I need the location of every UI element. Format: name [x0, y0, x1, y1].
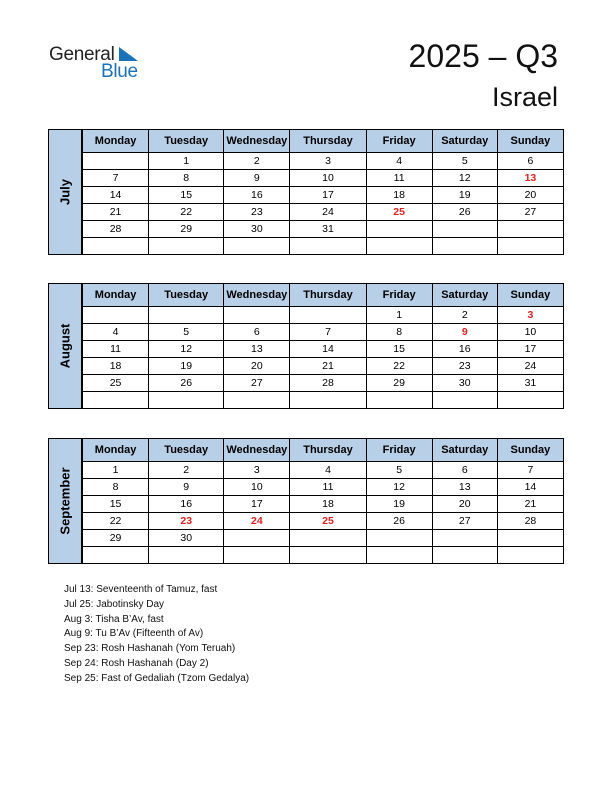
day-cell: 7: [290, 324, 366, 341]
week-row: [83, 358, 564, 375]
day-cell: 27: [432, 513, 497, 530]
day-cell: 18: [366, 187, 432, 204]
week-row: [83, 307, 564, 324]
day-cell: 17: [224, 496, 290, 513]
day-cell: [497, 392, 563, 409]
day-cell: 22: [83, 513, 149, 530]
day-cell: 13: [224, 341, 290, 358]
weekday-header: Saturday: [432, 439, 497, 462]
day-cell: 30: [224, 221, 290, 238]
day-cell: 21: [290, 358, 366, 375]
day-cell: 17: [290, 187, 366, 204]
day-cell: 30: [149, 530, 224, 547]
day-cell: 2: [149, 462, 224, 479]
day-cell: 31: [497, 375, 563, 392]
day-cell: 24: [497, 358, 563, 375]
day-cell: 20: [497, 187, 563, 204]
day-cell: 15: [366, 341, 432, 358]
day-cell: [497, 547, 563, 564]
day-cell: 14: [290, 341, 366, 358]
week-row: [83, 324, 564, 341]
day-cell: [83, 547, 149, 564]
day-cell: 29: [83, 530, 149, 547]
month-label: [48, 438, 82, 564]
weekday-header: Tuesday: [149, 130, 224, 153]
calendar-table: [82, 283, 564, 409]
day-cell: [290, 307, 366, 324]
day-cell: 25: [290, 513, 366, 530]
holiday-note: Jul 13: Seventeenth of Tamuz, fast: [64, 584, 218, 595]
day-cell: [497, 238, 563, 255]
holiday-note: Aug 3: Tisha B’Av, fast: [64, 613, 164, 625]
day-cell: 5: [432, 153, 497, 170]
country-name: Israel: [491, 82, 558, 112]
day-cell: 2: [432, 307, 497, 324]
day-cell: 19: [149, 358, 224, 375]
day-cell: [83, 307, 149, 324]
day-cell: [432, 221, 497, 238]
day-cell: 23: [432, 358, 497, 375]
day-cell: 2: [224, 153, 290, 170]
day-cell: [432, 238, 497, 255]
day-cell: 14: [497, 479, 563, 496]
day-cell: 28: [83, 221, 149, 238]
week-row: [83, 547, 564, 564]
day-cell: 14: [83, 187, 149, 204]
weekday-header: Thursday: [290, 439, 366, 462]
day-cell: 13: [432, 479, 497, 496]
day-cell: [290, 547, 366, 564]
day-cell: 3: [224, 462, 290, 479]
day-cell: 8: [149, 170, 224, 187]
day-cell: [432, 392, 497, 409]
day-cell: 19: [432, 187, 497, 204]
day-cell: 29: [366, 375, 432, 392]
day-cell: 10: [224, 479, 290, 496]
weekday-header: Wednesday: [224, 439, 290, 462]
logo-word-blue: Blue: [101, 61, 138, 82]
weekday-header: Monday: [83, 284, 149, 307]
week-row: [83, 341, 564, 358]
day-cell: 6: [432, 462, 497, 479]
day-cell: 7: [497, 462, 563, 479]
weekday-header: Thursday: [290, 284, 366, 307]
day-cell: [290, 530, 366, 547]
weekday-header: Thursday: [290, 130, 366, 153]
day-cell: 8: [83, 479, 149, 496]
day-cell: [497, 530, 563, 547]
day-cell: [224, 307, 290, 324]
day-cell: 28: [497, 513, 563, 530]
week-row: [83, 462, 564, 479]
week-row: [83, 221, 564, 238]
month-name: September: [57, 467, 73, 535]
day-cell: 11: [290, 479, 366, 496]
day-cell: [149, 307, 224, 324]
day-cell: 3: [290, 153, 366, 170]
week-row: [83, 204, 564, 221]
day-cell: [149, 238, 224, 255]
day-cell: 16: [224, 187, 290, 204]
day-cell: [290, 392, 366, 409]
month-name: August: [57, 323, 73, 369]
day-cell: 27: [224, 375, 290, 392]
week-row: [83, 496, 564, 513]
weekday-header: Wednesday: [224, 130, 290, 153]
day-cell: 15: [83, 496, 149, 513]
holiday-note: Sep 23: Rosh Hashanah (Yom Teruah): [64, 643, 236, 655]
day-cell: 12: [432, 170, 497, 187]
week-row: [83, 530, 564, 547]
weekday-header: Monday: [83, 130, 149, 153]
day-cell: 6: [224, 324, 290, 341]
holiday-note: Sep 24: Rosh Hashanah (Day 2): [64, 657, 209, 669]
day-cell: 22: [149, 204, 224, 221]
day-cell: 20: [224, 358, 290, 375]
day-cell: 4: [83, 324, 149, 341]
month-name: July: [57, 178, 73, 206]
day-cell: 27: [497, 204, 563, 221]
day-cell: 3: [497, 307, 563, 324]
weekday-header: Friday: [366, 439, 432, 462]
week-row: [83, 153, 564, 170]
holiday-note: Aug 9: Tu B’Av (Fifteenth of Av): [64, 628, 204, 640]
day-cell: 4: [290, 462, 366, 479]
weekday-header: Tuesday: [149, 439, 224, 462]
day-cell: 30: [432, 375, 497, 392]
page-title: 2025 – Q3: [408, 38, 558, 74]
week-row: [83, 513, 564, 530]
day-cell: [366, 238, 432, 255]
day-cell: 12: [149, 341, 224, 358]
day-cell: 26: [149, 375, 224, 392]
day-cell: 23: [149, 513, 224, 530]
calendar-table: [82, 438, 564, 564]
weekday-header: Friday: [366, 284, 432, 307]
day-cell: 4: [366, 153, 432, 170]
week-row: [83, 392, 564, 409]
month-label: [48, 283, 82, 409]
weekday-header: Tuesday: [149, 284, 224, 307]
day-cell: 18: [83, 358, 149, 375]
day-cell: [224, 392, 290, 409]
day-cell: [366, 530, 432, 547]
day-cell: 25: [366, 204, 432, 221]
day-cell: 9: [149, 479, 224, 496]
day-cell: [224, 547, 290, 564]
weekday-header: Sunday: [497, 130, 563, 153]
day-cell: [366, 392, 432, 409]
day-cell: 10: [290, 170, 366, 187]
day-cell: 21: [83, 204, 149, 221]
week-row: [83, 479, 564, 496]
day-cell: [83, 392, 149, 409]
day-cell: 29: [149, 221, 224, 238]
day-cell: 19: [366, 496, 432, 513]
day-cell: 5: [149, 324, 224, 341]
week-row: [83, 238, 564, 255]
weekday-header: Saturday: [432, 130, 497, 153]
day-cell: [83, 153, 149, 170]
day-cell: [290, 238, 366, 255]
week-row: [83, 187, 564, 204]
day-cell: 20: [432, 496, 497, 513]
day-cell: 1: [83, 462, 149, 479]
day-cell: 26: [432, 204, 497, 221]
day-cell: 13: [497, 170, 563, 187]
day-cell: [366, 547, 432, 564]
day-cell: 16: [149, 496, 224, 513]
day-cell: 24: [290, 204, 366, 221]
holiday-notes: [64, 583, 249, 687]
day-cell: 15: [149, 187, 224, 204]
weekday-header: Sunday: [497, 439, 563, 462]
day-cell: 11: [366, 170, 432, 187]
day-cell: 8: [366, 324, 432, 341]
day-cell: 24: [224, 513, 290, 530]
day-cell: [432, 530, 497, 547]
day-cell: 17: [497, 341, 563, 358]
day-cell: 22: [366, 358, 432, 375]
day-cell: [149, 547, 224, 564]
day-cell: 7: [83, 170, 149, 187]
day-cell: [432, 547, 497, 564]
day-cell: 23: [224, 204, 290, 221]
logo-word-general: General: [49, 44, 115, 65]
day-cell: 25: [83, 375, 149, 392]
weekday-header: Wednesday: [224, 284, 290, 307]
day-cell: 26: [366, 513, 432, 530]
holiday-note: Sep 25: Fast of Gedaliah (Tzom Gedalya): [64, 672, 250, 684]
day-cell: 9: [224, 170, 290, 187]
day-cell: 21: [497, 496, 563, 513]
day-cell: [366, 221, 432, 238]
weekday-header: Monday: [83, 439, 149, 462]
day-cell: 16: [432, 341, 497, 358]
day-cell: 18: [290, 496, 366, 513]
day-cell: 1: [149, 153, 224, 170]
generalblue-logo: [49, 44, 149, 84]
month-label: [48, 129, 82, 255]
day-cell: 10: [497, 324, 563, 341]
week-row: [83, 170, 564, 187]
day-cell: 12: [366, 479, 432, 496]
day-cell: [224, 530, 290, 547]
day-cell: [497, 221, 563, 238]
day-cell: [224, 238, 290, 255]
logo-triangle-icon: [117, 46, 139, 62]
day-cell: 28: [290, 375, 366, 392]
day-cell: 5: [366, 462, 432, 479]
day-cell: 11: [83, 341, 149, 358]
holiday-note: Jul 25: Jabotinsky Day: [64, 598, 165, 610]
weekday-header: Sunday: [497, 284, 563, 307]
day-cell: 1: [366, 307, 432, 324]
day-cell: 9: [432, 324, 497, 341]
day-cell: 6: [497, 153, 563, 170]
calendar-table: [82, 129, 564, 255]
day-cell: 31: [290, 221, 366, 238]
week-row: [83, 375, 564, 392]
weekday-header: Saturday: [432, 284, 497, 307]
day-cell: [149, 392, 224, 409]
day-cell: [83, 238, 149, 255]
weekday-header: Friday: [366, 130, 432, 153]
